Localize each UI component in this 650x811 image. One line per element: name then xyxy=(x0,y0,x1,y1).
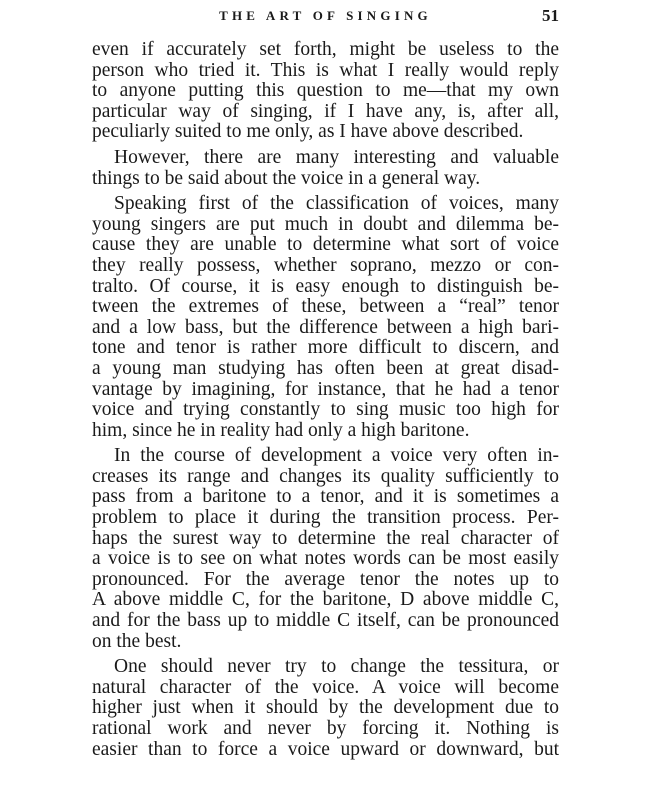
text-line: Speaking first of the classification of voices, many xyxy=(114,193,559,215)
running-title: THE ART OF SINGING xyxy=(219,8,432,23)
text-line: to anyone putting this question to me—that my own xyxy=(92,80,559,102)
body-text xyxy=(92,40,559,760)
text-line: cause they are unable to determine what sort of voice xyxy=(92,234,559,256)
text-line: pass from a baritone to a tenor, and it is sometimes a xyxy=(92,486,559,508)
text-line: One should never try to change the tessitura, or xyxy=(114,656,559,678)
text-line: even if accurately set forth, might be useless to the xyxy=(92,39,559,60)
text-line: pronounced. For the average tenor the notes up to xyxy=(92,568,559,590)
text-line: young singers are put much in doubt and dilemma be- xyxy=(92,213,559,235)
text-line: easier than to force a voice upward or downward, but xyxy=(92,738,559,760)
running-header xyxy=(92,5,559,27)
text-line: However, there are many interesting and valuable xyxy=(114,146,559,168)
text-line: and a low bass, but the difference between a high bari- xyxy=(92,316,559,338)
text-line: a voice is to see on what notes words can be most easily xyxy=(92,548,559,570)
text-line: tone and tenor is rather more difficult to discern, and xyxy=(92,337,559,359)
text-line: things to be said about the voice in a general way. xyxy=(92,167,481,189)
text-line: haps the surest way to determine the real character of xyxy=(92,527,559,549)
text-line: In the course of development a voice very often in- xyxy=(114,445,559,467)
text-line: peculiarly suited to me only, as I have above described. xyxy=(92,121,524,143)
text-line: natural character of the voice. A voice will become xyxy=(92,676,559,698)
page-number: 51 xyxy=(542,6,559,25)
text-line: creases its range and changes its quality sufficiently to xyxy=(92,465,559,487)
text-line: and for the bass up to middle C itself, can be pronounced xyxy=(92,610,559,632)
text-line: rational work and never by forcing it. Nothing is xyxy=(92,718,559,739)
text-line: they really possess, whether soprano, mezzo or con- xyxy=(92,254,559,276)
text-line: higher just when it should by the development due to xyxy=(92,697,559,719)
text-line: voice and trying constantly to sing music too high for xyxy=(92,399,559,421)
text-line: tween the extremes of these, between a “real” tenor xyxy=(92,296,559,318)
text-line: him, since he in reality had only a high baritone. xyxy=(92,419,470,441)
text-line: tralto. Of course, it is easy enough to distinguish be- xyxy=(92,275,559,297)
text-line: a young man studying has often been at great disad- xyxy=(92,357,559,379)
text-line: A above middle C, for the baritone, D above middle C, xyxy=(92,589,559,611)
text-line: particular way of singing, if I have any, is, after all, xyxy=(92,100,559,122)
text-line: on the best. xyxy=(92,630,182,652)
text-line: problem to place it during the transition process. Per- xyxy=(92,507,559,529)
text-line: vantage by imagining, for instance, that he had a tenor xyxy=(92,378,559,400)
text-line: person who tried it. This is what I really would reply xyxy=(92,59,559,81)
